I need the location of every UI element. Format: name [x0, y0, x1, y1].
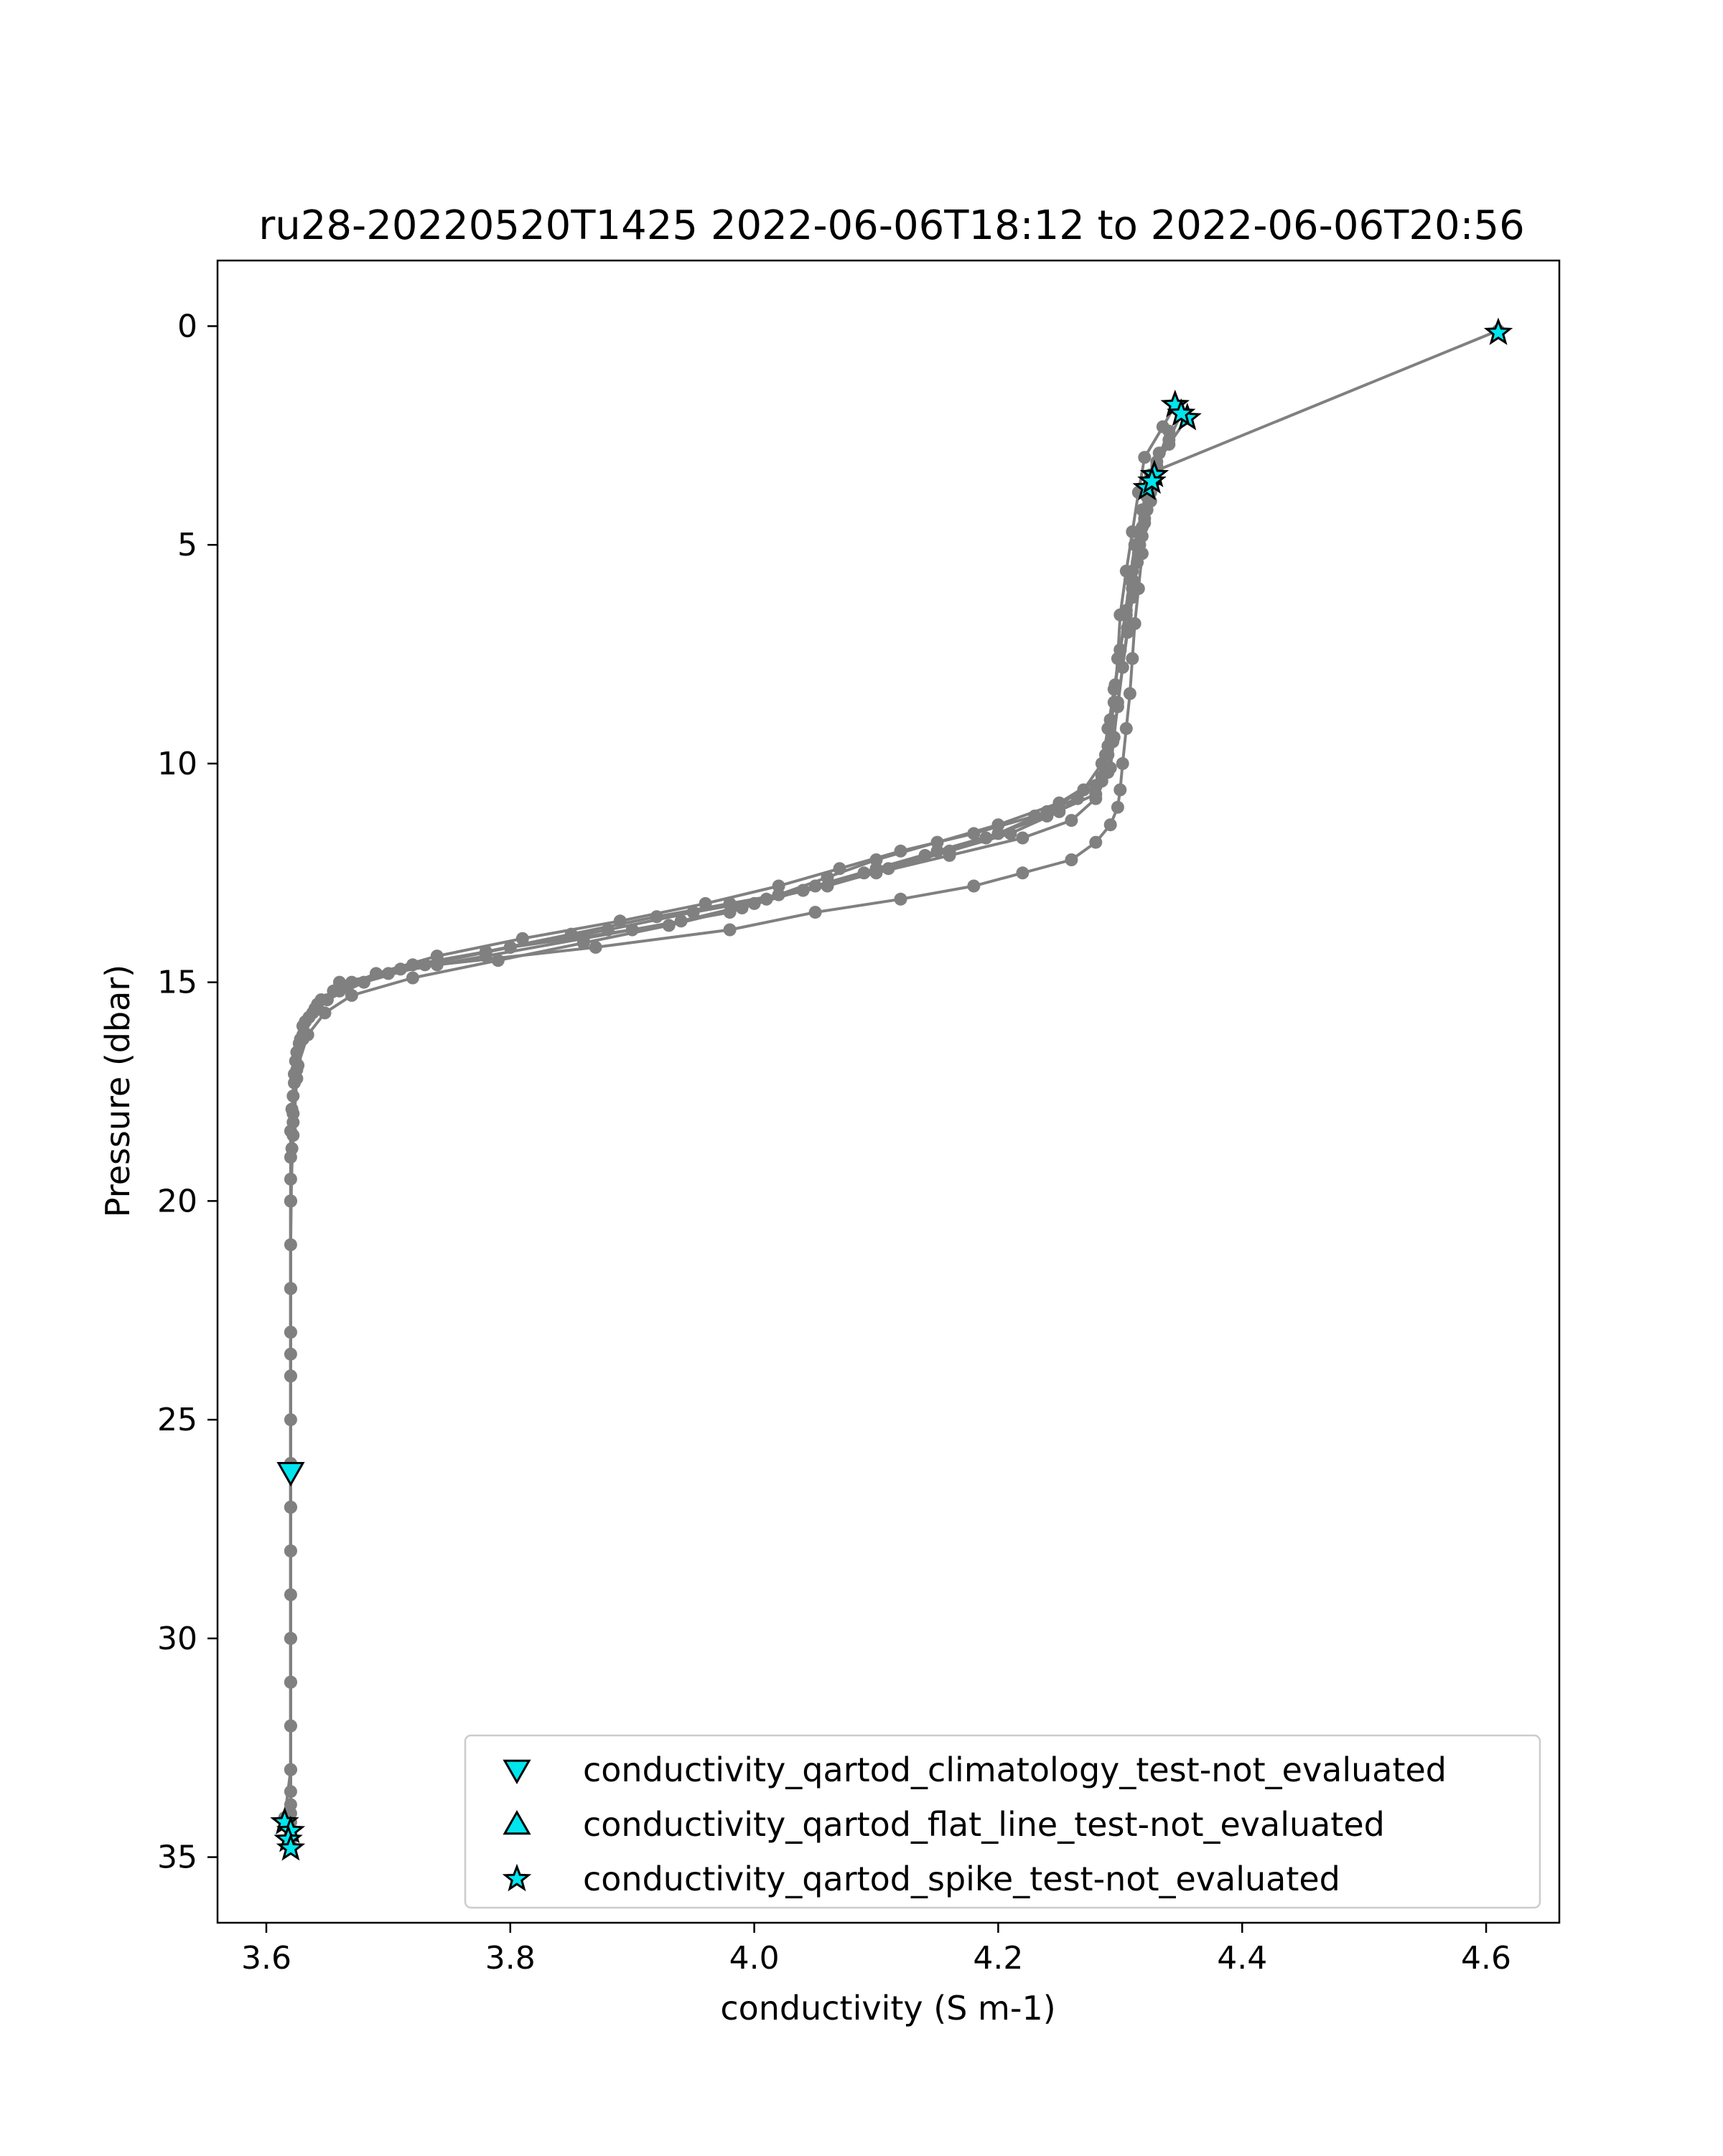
profile-point	[919, 849, 932, 862]
profile-point	[1131, 556, 1144, 569]
profile-point	[1136, 521, 1149, 534]
profile-line-4	[291, 418, 1187, 1769]
profile-point	[1111, 696, 1124, 709]
profile-point	[492, 954, 505, 967]
profile-point	[1120, 722, 1133, 735]
profile-point	[858, 866, 871, 879]
y-tick-label: 35	[157, 1839, 197, 1876]
profile-point	[663, 919, 676, 932]
profile-point	[1089, 788, 1102, 801]
x-axis	[241, 1923, 1511, 1977]
y-tick-label: 25	[157, 1402, 197, 1439]
profile-line-5	[291, 479, 1154, 1682]
y-tick-label: 10	[157, 745, 197, 782]
profile-point	[895, 845, 907, 858]
flag-marker-triangle-down	[279, 1463, 303, 1484]
profile-point	[284, 1194, 297, 1207]
profile-point	[1104, 818, 1117, 831]
profile-point	[1111, 801, 1124, 814]
profile-point	[577, 937, 590, 950]
profile-point	[1162, 425, 1175, 438]
legend-label: conductivity_qartod_flat_line_test-not_evaluated	[583, 1805, 1385, 1844]
profile-point	[1126, 652, 1139, 665]
profile-point	[284, 1720, 297, 1733]
legend-label: conductivity_qartod_spike_test-not_evaluated	[583, 1860, 1340, 1898]
profile-point	[345, 989, 358, 1002]
plot-frame	[218, 261, 1559, 1923]
plot-data-layer	[273, 321, 1510, 1859]
x-tick-label: 4.2	[973, 1940, 1024, 1977]
profile-point	[1089, 836, 1102, 849]
y-tick-label: 0	[177, 308, 197, 345]
profile-point	[284, 1348, 297, 1361]
profile-point	[1138, 451, 1151, 464]
y-axis	[157, 308, 218, 1875]
profile-point	[1065, 814, 1078, 827]
x-tick-label: 4.0	[729, 1940, 780, 1977]
chart-title: ru28-20220520T1425 2022-06-06T18:12 to 2022-06-06T20:56	[258, 202, 1525, 249]
profile-point	[284, 1501, 297, 1514]
profile-point	[406, 972, 419, 985]
x-tick-label: 3.6	[241, 1940, 291, 1977]
y-tick-label: 20	[157, 1183, 197, 1220]
legend-items	[505, 1750, 1447, 1898]
profile-line-6	[291, 453, 1159, 1804]
x-tick-label: 3.8	[485, 1940, 536, 1977]
profile-point	[1108, 731, 1121, 744]
profile-point	[302, 1028, 314, 1041]
profile-point	[772, 880, 785, 893]
profile-point	[1121, 626, 1134, 639]
profile-point	[394, 962, 407, 975]
profile-line-3	[285, 405, 1175, 1818]
y-tick-label: 15	[157, 964, 197, 1001]
y-tick-label: 5	[177, 527, 197, 564]
x-tick-label: 4.4	[1217, 1940, 1268, 1977]
flag-marker-star	[1487, 321, 1510, 343]
profile-point	[1116, 757, 1129, 770]
profile-point	[895, 893, 907, 906]
profile-point	[724, 924, 737, 937]
profile-point	[565, 928, 578, 941]
profile-point	[1104, 761, 1117, 774]
profile-point	[1116, 661, 1129, 674]
profile-point	[650, 910, 663, 923]
y-tick-label: 30	[157, 1620, 197, 1657]
profile-point	[834, 862, 846, 875]
profile-point	[797, 884, 810, 897]
profile-point	[1065, 853, 1078, 866]
profile-point	[1124, 687, 1136, 700]
profile-point	[979, 832, 992, 845]
legend	[465, 1735, 1540, 1908]
profile-point	[1016, 832, 1029, 845]
profile-line-1	[291, 331, 1498, 1849]
profile-point	[967, 880, 980, 893]
profile-point	[1113, 784, 1126, 797]
profile-point	[480, 945, 492, 958]
profile-point	[724, 897, 737, 910]
profile-point	[319, 1006, 332, 1019]
y-axis-label: Pressure (dbar)	[98, 964, 137, 1218]
profile-point	[1126, 591, 1139, 604]
x-tick-label: 4.6	[1461, 1940, 1512, 1977]
profile-point	[809, 906, 822, 919]
profile-point	[1040, 810, 1053, 822]
legend-label: conductivity_qartod_climatology_test-not_evaluated	[583, 1750, 1447, 1789]
profile-point	[286, 1107, 299, 1120]
profile-point	[291, 1059, 304, 1072]
profile-line-2	[289, 413, 1182, 1827]
profile-line-7	[291, 431, 1169, 1726]
x-axis-label: conductivity (S m-1)	[720, 1989, 1056, 2028]
profile-point	[967, 827, 980, 840]
profile-point	[736, 901, 749, 914]
profile-point	[1016, 866, 1029, 879]
profile-point	[284, 1798, 297, 1811]
